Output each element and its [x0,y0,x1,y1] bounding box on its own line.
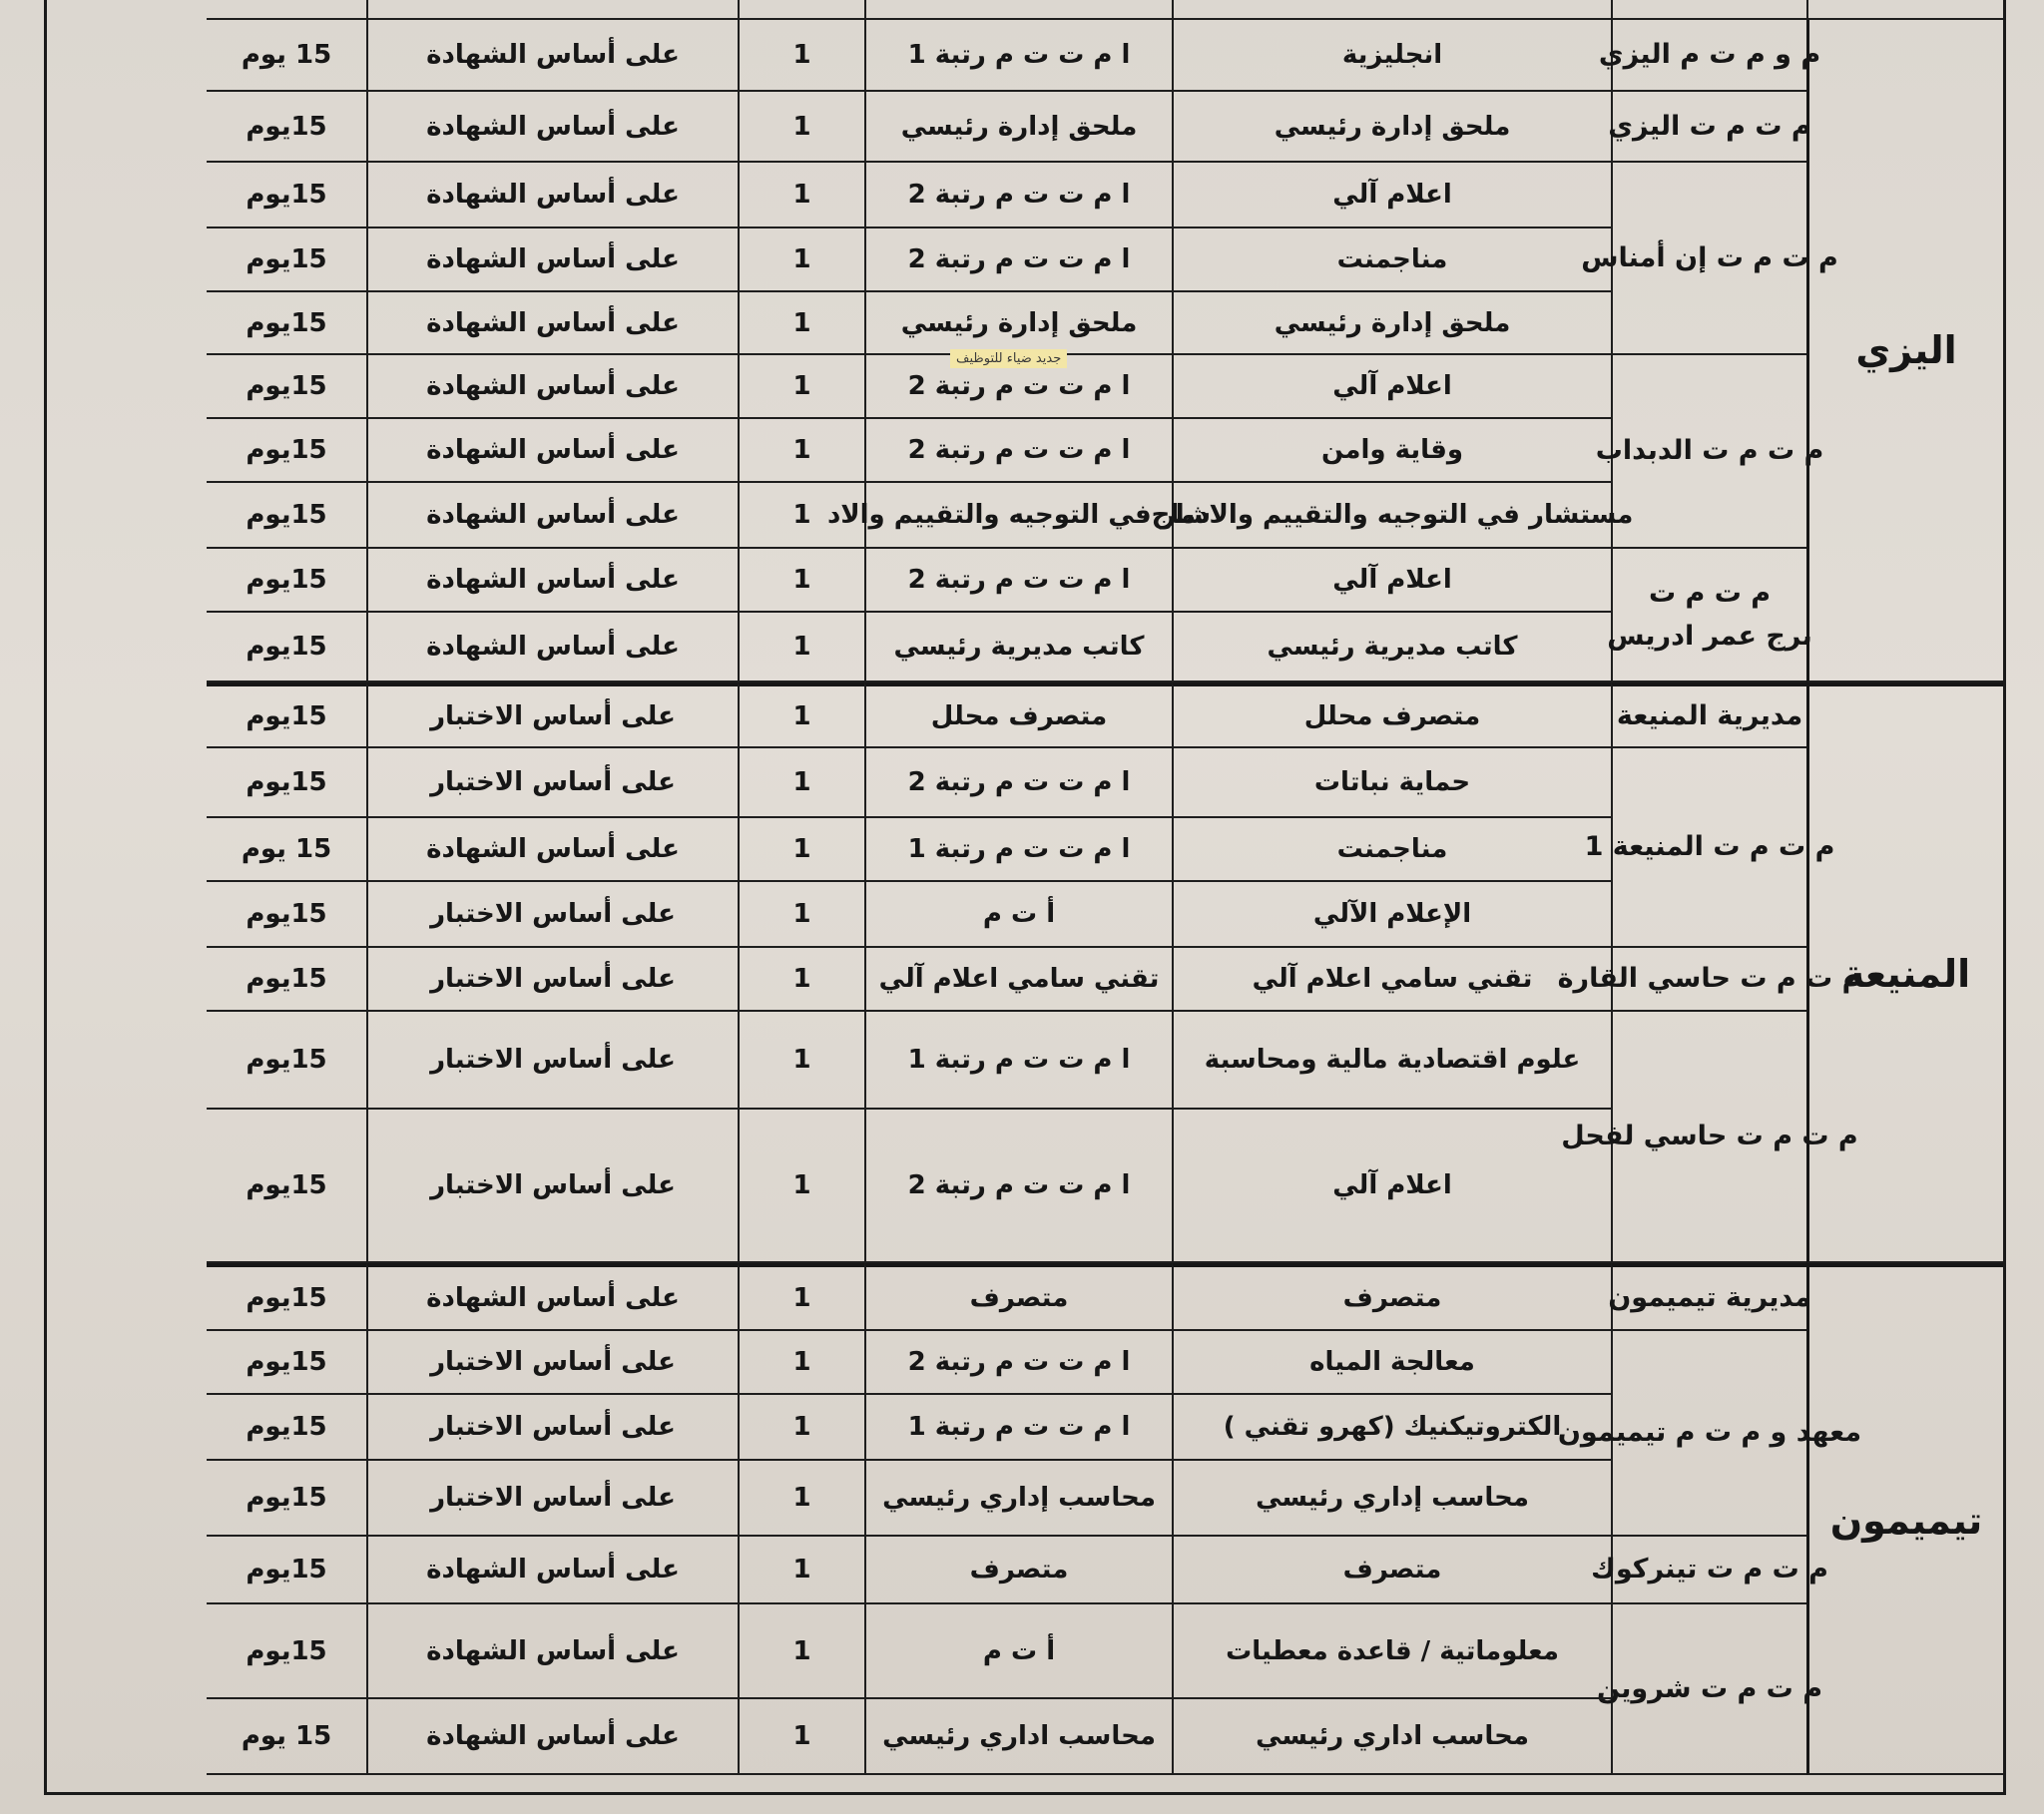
wilaya-cell: المنيعة [1806,682,2003,1263]
specialty-cell: وقاية وامن [1172,419,1611,483]
specialty-cell: اعلام آلي [1172,549,1611,613]
institution-cell: مديرية تيميمون [1611,1263,1806,1331]
duration-cell: 15يوم [207,228,366,292]
recruitment-mode-cell: على أساس الشهادة [366,1604,738,1699]
grade-cell: ا م ت ت م رتبة 2 [864,1331,1172,1395]
duration-cell: 15يوم [207,92,366,163]
specialty-cell: مناجمنت [1172,228,1611,292]
cropped-cell [864,0,1172,20]
grade-cell: ملحق إدارة رئيسي [864,292,1172,355]
positions-count-cell: 1 [738,613,864,682]
grade-cell: ا م ت ت م رتبة 2 [864,1110,1172,1263]
grade-cell: ا م ت ت م رتبة 1 [864,20,1172,92]
grade-cell: محاسب اداري رئيسي [864,1699,1172,1775]
recruitment-mode-cell: على أساس الشهادة [366,1699,738,1775]
specialty-cell: معلوماتية / قاعدة معطيات [1172,1604,1611,1699]
specialty-cell: مستشار في التوجيه والتقييم والادماج [1172,483,1611,549]
positions-count-cell: 1 [738,818,864,882]
specialty-cell: ملحق إدارة رئيسي [1172,292,1611,355]
duration-cell: 15يوم [207,748,366,818]
duration-cell: 15يوم [207,163,366,228]
duration-cell: 15يوم [207,1461,366,1537]
recruitment-mode-cell: على أساس الاختبار [366,1395,738,1461]
specialty-cell: علوم اقتصادية مالية ومحاسبة [1172,1012,1611,1110]
grade-cell: ا م ت ت م رتبة 1 [864,818,1172,882]
recruitment-mode-cell: على أساس الشهادة [366,549,738,613]
duration-cell: 15يوم [207,1110,366,1263]
duration-cell: 15يوم [207,549,366,613]
duration-cell: 15يوم [207,882,366,948]
grade-cell: ا م ت ت م رتبة 1 [864,1395,1172,1461]
positions-count-cell: 1 [738,1461,864,1537]
grade-cell: ا م ت ت م رتبة 2 [864,419,1172,483]
wilaya-cell: تيميمون [1806,1263,2003,1775]
positions-count-cell: 1 [738,748,864,818]
duration-cell: 15يوم [207,1263,366,1331]
recruitment-mode-cell: على أساس الاختبار [366,1110,738,1263]
positions-count-cell: 1 [738,1110,864,1263]
watermark-label: جديد ضياء للتوظيف [950,349,1067,368]
positions-count-cell: 1 [738,1012,864,1110]
positions-count-cell: 1 [738,20,864,92]
institution-cell: م ت م ت شروين [1611,1604,1806,1775]
specialty-cell: اعلام آلي [1172,355,1611,419]
duration-cell: 15يوم [207,1537,366,1604]
specialty-cell: محاسب اداري رئيسي [1172,1699,1611,1775]
recruitment-mode-cell: على أساس الشهادة [366,292,738,355]
institution-cell: مديرية المنيعة [1611,682,1806,748]
recruitment-mode-cell: على أساس الشهادة [366,163,738,228]
duration-cell: 15 يوم [207,818,366,882]
grade-cell: محاسب إداري رئيسي [864,1461,1172,1537]
specialty-cell: تقني سامي اعلام آلي [1172,948,1611,1012]
positions-count-cell: 1 [738,228,864,292]
specialty-cell: متصرف [1172,1263,1611,1331]
recruitment-table [44,0,2006,1795]
recruitment-mode-cell: على أساس الشهادة [366,483,738,549]
grade-cell: ا م ت ت م رتبة 1 [864,1012,1172,1110]
grade-cell: تقني سامي اعلام آلي [864,948,1172,1012]
institution-line: م ت م ت [1648,577,1772,609]
recruitment-mode-cell: على أساس الاختبار [366,948,738,1012]
duration-cell: 15يوم [207,613,366,682]
institution-cell [1607,549,1812,682]
duration-cell: 15يوم [207,419,366,483]
cropped-cell [1806,0,2003,20]
positions-count-cell: 1 [738,1395,864,1461]
specialty-cell: الكتروتيكنيك (كهرو تقني ) [1172,1395,1611,1461]
recruitment-mode-cell: على أساس الشهادة [366,818,738,882]
positions-count-cell: 1 [738,1699,864,1775]
specialty-cell: اعلام آلي [1172,1110,1611,1263]
grade-cell: متصرف [864,1537,1172,1604]
grade-cell: ا م ت ت م رتبة 2 [864,549,1172,613]
institution-cell: م ت م ت الدبداب [1611,355,1806,549]
cropped-cell [207,0,366,20]
duration-cell: 15يوم [207,1331,366,1395]
positions-count-cell: 1 [738,682,864,748]
institution-cell: م ت م ت اليزي [1611,92,1806,163]
specialty-cell: حماية نباتات [1172,748,1611,818]
grade-cell: كاتب مديرية رئيسي [864,613,1172,682]
grade-cell: أ ت م [864,1604,1172,1699]
positions-count-cell: 1 [738,948,864,1012]
recruitment-mode-cell: على أساس الشهادة [366,20,738,92]
duration-cell: 15يوم [207,1395,366,1461]
duration-cell: 15يوم [207,1604,366,1699]
grade-cell: متصرف محلل [864,682,1172,748]
wilaya-cell: اليزي [1806,20,2003,682]
positions-count-cell: 1 [738,163,864,228]
cropped-cell [1172,0,1611,20]
duration-cell: 15يوم [207,355,366,419]
cropped-cell [1611,0,1806,20]
duration-cell: 15يوم [207,682,366,748]
duration-cell: 15 يوم [207,1699,366,1775]
duration-cell: 15يوم [207,948,366,1012]
grade-cell: متصرف [864,1263,1172,1331]
recruitment-mode-cell: على أساس الاختبار [366,1012,738,1110]
grade-cell: ا م ت ت م رتبة 2 [864,163,1172,228]
specialty-cell: اعلام آلي [1172,163,1611,228]
duration-cell: 15يوم [207,292,366,355]
positions-count-cell: 1 [738,419,864,483]
grade-cell: أ ت م [864,882,1172,948]
recruitment-mode-cell: على أساس الشهادة [366,92,738,163]
institution-cell: م ت م ت حاسي القارة [1611,948,1806,1012]
institution-cell: م ت م ت المنيعة 1 [1611,748,1806,948]
recruitment-mode-cell: على أساس الاختبار [366,1331,738,1395]
specialty-cell: محاسب إداري رئيسي [1172,1461,1611,1537]
positions-count-cell: 1 [738,483,864,549]
positions-count-cell: 1 [738,1331,864,1395]
institution-cell: م ت م ت إن أمناس [1611,163,1806,355]
grade-cell: ملحق إدارة رئيسي [864,92,1172,163]
positions-count-cell: 1 [738,1537,864,1604]
grade-cell: ا م ت ت م رتبة 2 [864,355,1172,419]
recruitment-mode-cell: على أساس الشهادة [366,419,738,483]
cropped-cell [738,0,864,20]
positions-count-cell: 1 [738,1263,864,1331]
recruitment-mode-cell: على أساس الاختبار [366,882,738,948]
cropped-cell [366,0,738,20]
recruitment-mode-cell: على أساس الشهادة [366,228,738,292]
specialty-cell: الإعلام الآلي [1172,882,1611,948]
recruitment-mode-cell: على أساس الشهادة [366,1263,738,1331]
recruitment-mode-cell: على أساس الشهادة [366,613,738,682]
institution-cell: م ت م ت تينركوك [1611,1537,1806,1604]
institution-cell: م ت م ت حاسي لفحل [1611,1012,1806,1263]
specialty-cell: انجليزية [1172,20,1611,92]
positions-count-cell: 1 [738,92,864,163]
recruitment-mode-cell: على أساس الشهادة [366,1537,738,1604]
positions-count-cell: 1 [738,292,864,355]
institution-cell: م و م ت م اليزي [1611,20,1806,92]
recruitment-mode-cell: على أساس الشهادة [366,355,738,419]
recruitment-mode-cell: على أساس الاختبار [366,682,738,748]
duration-cell: 15 يوم [207,20,366,92]
institution-line: برج عمر ادريس [1607,621,1812,652]
grade-cell: ا م ت ت م رتبة 2 [864,228,1172,292]
recruitment-mode-cell: على أساس الاختبار [366,1461,738,1537]
positions-count-cell: 1 [738,882,864,948]
recruitment-mode-cell: على أساس الاختبار [366,748,738,818]
specialty-cell: معالجة المياه [1172,1331,1611,1395]
institution-cell: معهد و م ت م تيميمون [1611,1331,1806,1537]
specialty-cell: ملحق إدارة رئيسي [1172,92,1611,163]
specialty-cell: مناجمنت [1172,818,1611,882]
duration-cell: 15يوم [207,1012,366,1110]
positions-count-cell: 1 [738,1604,864,1699]
specialty-cell: كاتب مديرية رئيسي [1172,613,1611,682]
positions-count-cell: 1 [738,355,864,419]
grade-cell: ا م ت ت م رتبة 2 [864,748,1172,818]
grade-cell: شار في التوجيه والتقييم والاد [864,483,1172,549]
positions-count-cell: 1 [738,549,864,613]
specialty-cell: متصرف [1172,1537,1611,1604]
specialty-cell: متصرف محلل [1172,682,1611,748]
duration-cell: 15يوم [207,483,366,549]
